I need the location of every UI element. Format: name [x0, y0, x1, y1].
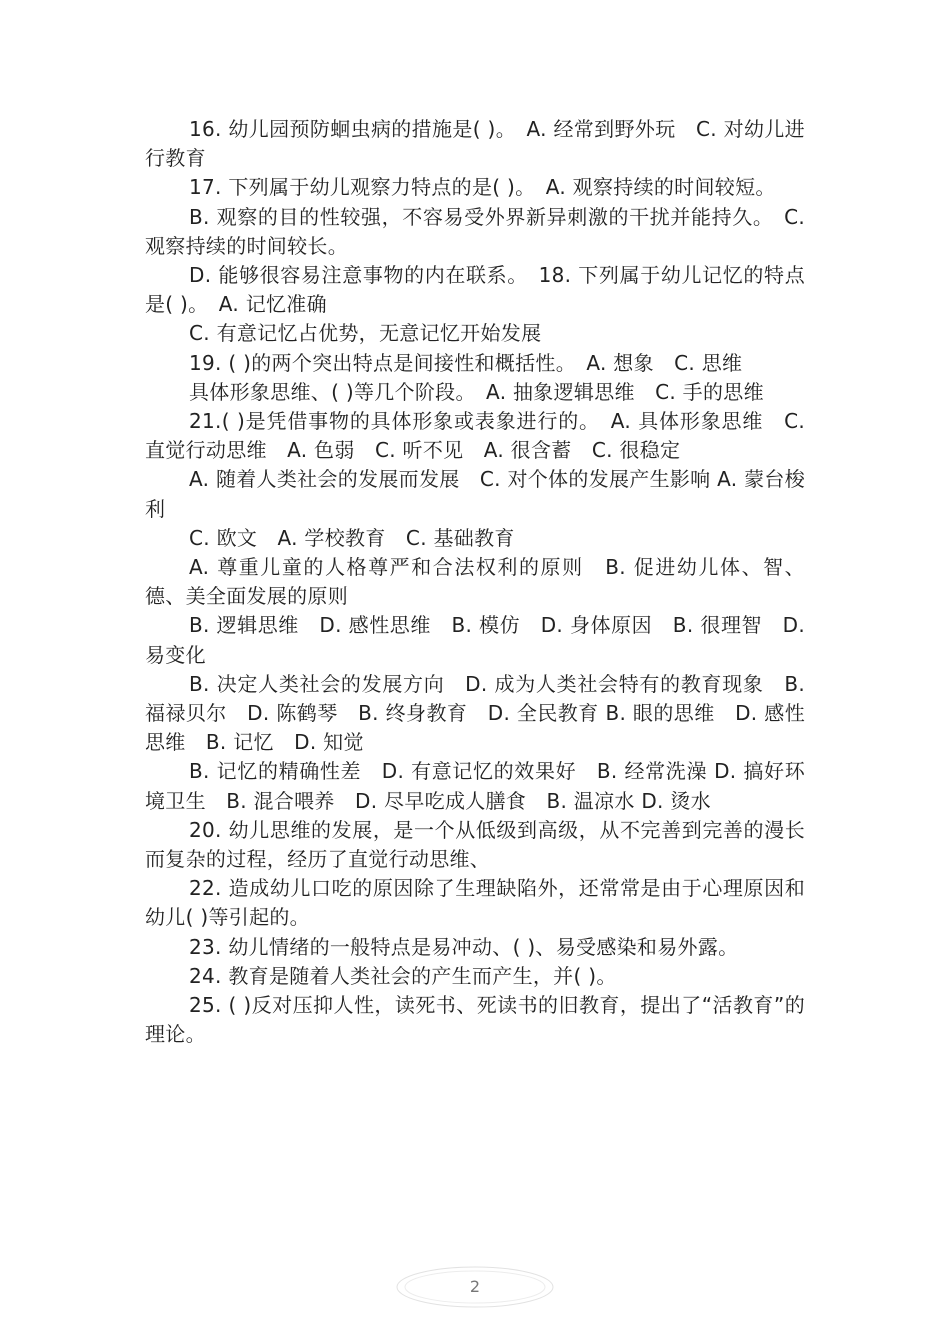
paragraph-q16: 16. 幼儿园预防蛔虫病的措施是( )。 A. 经常到野外玩 C. 对幼儿进行教育: [145, 117, 805, 171]
paragraph-q17: 17. 下列属于幼儿观察力特点的是( )。 A. 观察持续的时间较短。: [189, 175, 776, 200]
paragraph-q25: 25. ( )反对压抑人性，读死书、死读书的旧教育，提出了“活教育”的理论。: [145, 993, 805, 1047]
page-number: 2: [469, 1277, 481, 1296]
paragraph-q20-fragment: 具体形象思维、( )等几个阶段。 A. 抽象逻辑思维 C. 手的思维: [189, 379, 764, 404]
paragraph-q18-option-c: C. 有意记忆占优势，无意记忆开始发展: [189, 321, 542, 346]
paragraph-options-4: B. 逻辑思维 D. 感性思维 B. 模仿 D. 身体原因 B. 很理智 D. 易变化: [145, 613, 805, 667]
document-body: [145, 115, 805, 1050]
paragraph-options-1: A. 随着人类社会的发展而发展 C. 对个体的发展产生影响 A. 蒙台梭利: [145, 467, 805, 521]
paragraph-q20: 20. 幼儿思维的发展，是一个从低级到高级，从不完善到完善的漫长而复杂的过程，经历了直觉行动思维、: [145, 817, 805, 872]
paragraph-q21: 21.( )是凭借事物的具体形象或表象进行的。 A. 具体形象思维 C. 直觉行动思维 A. 色弱 C. 听不见 A. 很含蓄 C. 很稳定: [145, 409, 805, 463]
paragraph-q19: 19. ( )的两个突出特点是间接性和概括性。 A. 想象 C. 思维: [189, 350, 743, 375]
paragraph-options-6: B. 记忆的精确性差 D. 有意记忆的效果好 B. 经常洗澡 D. 搞好环境卫生 B. 混合喂养 D. 尽早吃成人膳食 B. 温凉水 D. 烫水: [145, 759, 805, 813]
paragraph-options-5: B. 决定人类社会的发展方向 D. 成为人类社会特有的教育现象 B. 福禄贝尔 D. 陈鹤琴 B. 终身教育 D. 全民教育 B. 眼的思维 D. 感性思维 B. 记忆 D. 知觉: [145, 671, 805, 755]
paragraph-options-2: C. 欧文 A. 学校教育 C. 基础教育: [189, 525, 515, 550]
paragraph-q23: 23. 幼儿情绪的一般特点是易冲动、( )、易受感染和易外露。: [189, 934, 739, 959]
paragraph-q18: D. 能够很容易注意事物的内在联系。 18. 下列属于幼儿记忆的特点是( )。 A. 记忆准确: [145, 263, 805, 317]
paragraph-options-3: A. 尊重儿童的人格尊严和合法权利的原则 B. 促进幼儿体、智、德、美全面发展的原则: [145, 555, 805, 609]
paragraph-q22: 22. 造成幼儿口吃的原因除了生理缺陷外，还常常是由于心理原因和幼儿( )等引起的。: [145, 876, 805, 930]
paragraph-q24: 24. 教育是随着人类社会的产生而产生，并( )。: [189, 963, 617, 988]
page-number-badge: [395, 1265, 555, 1309]
paragraph-q17-options: B. 观察的目的性较强，不容易受外界新异刺激的干扰并能持久。 C. 观察持续的时间较长。: [145, 204, 805, 258]
